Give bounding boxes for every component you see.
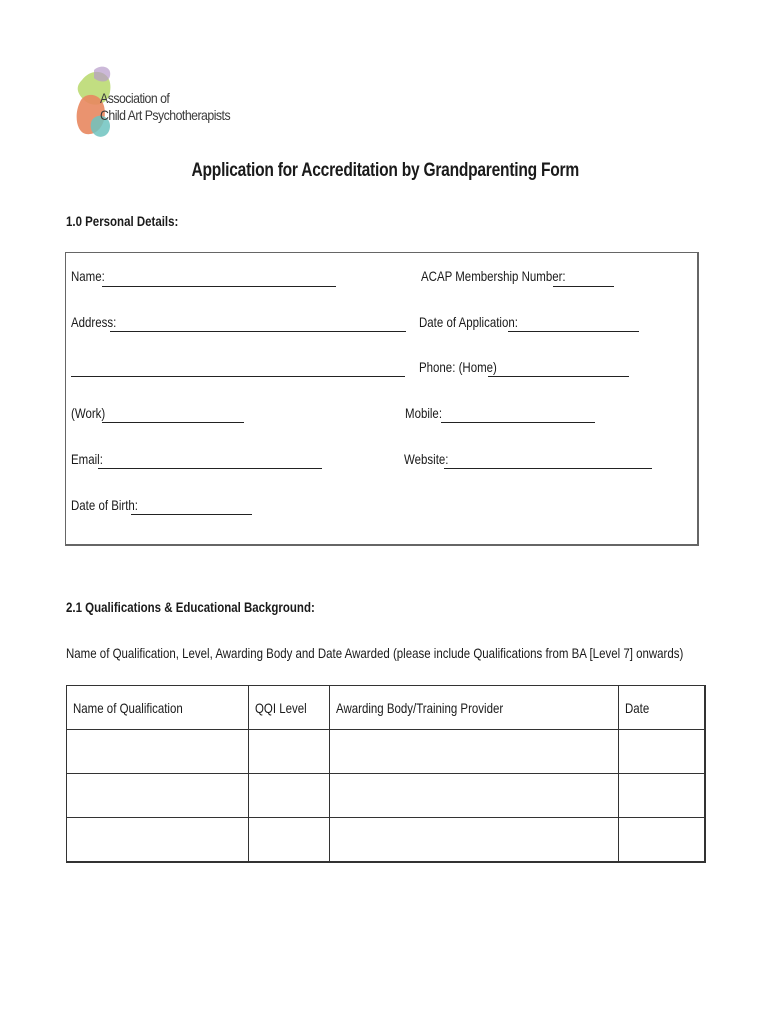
logo-text [100, 90, 230, 124]
website-label: Website: [404, 451, 449, 467]
date-of-birth-label: Date of Birth: [71, 497, 138, 513]
email-field[interactable] [98, 468, 322, 469]
personal-details-heading: 1.0 Personal Details: [66, 213, 179, 229]
work-phone-label: (Work) [71, 405, 106, 421]
qualification-cell[interactable] [67, 774, 249, 818]
date-cell[interactable] [618, 730, 705, 774]
table-row [67, 730, 706, 774]
personal-details-box [65, 252, 699, 546]
address-field-2[interactable] [71, 376, 405, 377]
work-phone-field[interactable] [102, 422, 244, 423]
qualifications-intro: Name of Qualification, Level, Awarding Body and Date Awarded (please include Qualifications from BA [Level 7] onwards) [66, 645, 684, 661]
phone-home-field[interactable] [488, 376, 629, 377]
qualification-cell[interactable] [67, 818, 249, 863]
col-header-qualification: Name of Qualification [67, 686, 249, 730]
awarding-body-cell[interactable] [329, 818, 618, 863]
logo-line-2: Child Art Psychotherapists [100, 107, 231, 123]
name-field[interactable] [102, 286, 336, 287]
qqi-level-cell[interactable] [248, 774, 329, 818]
awarding-body-cell[interactable] [329, 774, 618, 818]
acap-membership-field[interactable] [553, 286, 614, 287]
table-row [67, 818, 706, 863]
qqi-level-cell[interactable] [248, 818, 329, 863]
address-field-1[interactable] [110, 331, 406, 332]
name-label: Name: [71, 268, 105, 284]
date-of-birth-field[interactable] [131, 514, 252, 515]
qualifications-table [66, 685, 706, 863]
qualification-cell[interactable] [67, 730, 249, 774]
date-cell[interactable] [618, 774, 705, 818]
awarding-body-cell[interactable] [329, 730, 618, 774]
mobile-label: Mobile: [405, 405, 443, 421]
date-of-application-label: Date of Application: [419, 314, 518, 330]
col-header-awarding-body: Awarding Body/Training Provider [329, 686, 618, 730]
table-header-row [67, 686, 706, 730]
date-cell[interactable] [618, 818, 705, 863]
phone-home-label: Phone: (Home) [419, 359, 497, 375]
qualifications-heading: 2.1 Qualifications & Educational Background: [66, 599, 315, 615]
acap-membership-label: ACAP Membership Number: [421, 268, 566, 284]
address-label: Address: [71, 314, 117, 330]
qqi-level-cell[interactable] [248, 730, 329, 774]
form-title: Application for Accreditation by Grandparenting Form [191, 160, 579, 181]
logo-line-1: Association of [100, 90, 170, 106]
mobile-field[interactable] [441, 422, 595, 423]
col-header-qqi-level: QQI Level [248, 686, 329, 730]
website-field[interactable] [444, 468, 652, 469]
date-of-application-field[interactable] [508, 331, 639, 332]
table-row [67, 774, 706, 818]
col-header-date: Date [618, 686, 705, 730]
email-label: Email: [71, 451, 103, 467]
acap-logo [70, 62, 285, 152]
